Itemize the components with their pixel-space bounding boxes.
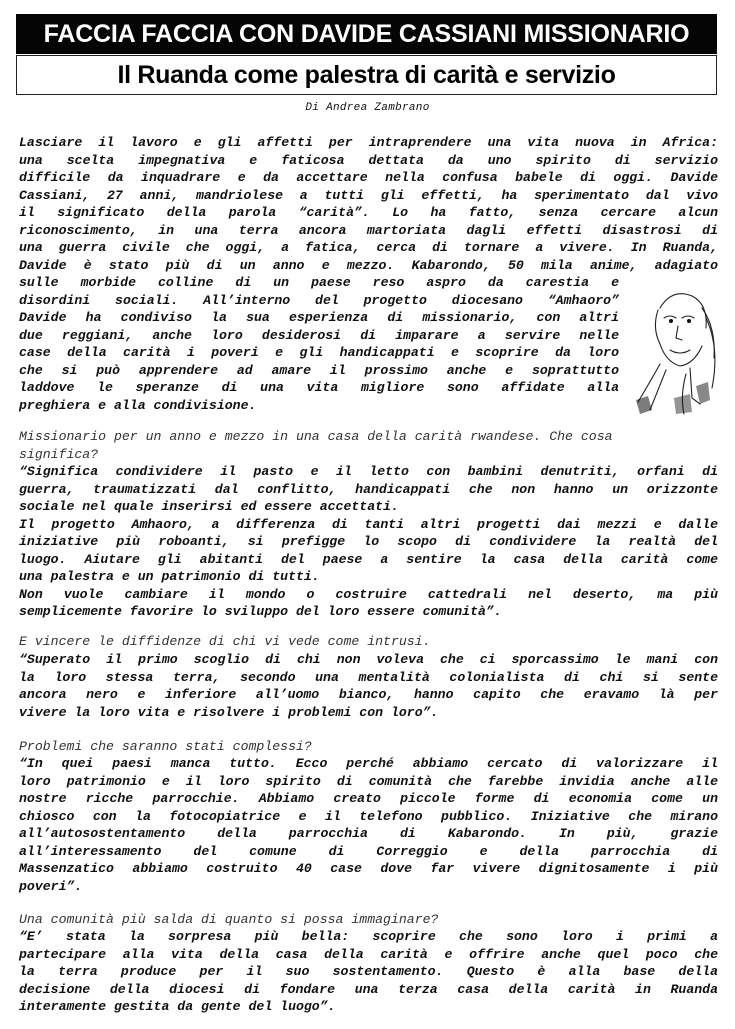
answer-1: [19, 463, 718, 621]
answer-line: Il progetto Amhaoro, a differenza di tanti altri progetti dai mezzi e dalle: [19, 516, 718, 532]
intro-line: laddove le speranze di una vita migliore sono affidate alla: [19, 380, 619, 395]
intro-line: Davide ha condiviso la sua esperienza di missionario, con altri: [19, 310, 619, 325]
answer-line: partecipare alla vita della casa della carità e offrire anche quel poco che: [19, 946, 718, 962]
answer-line: Massenzatico abbiamo costruito 40 case dove far vivere dignitosamente i più: [19, 861, 718, 876]
intro-line: il significato della parola “carità”. Lo ha fatto, senza cercare alcun: [19, 205, 718, 220]
answer-line: guerra, traumatizzati dal conflitto, handicappati che non hanno un orizzonte: [19, 481, 718, 497]
answer-line: decisione della diocesi di fondare una terza casa della carità in Ruanda: [19, 981, 718, 997]
question-line: Missionario per un anno e mezzo in una casa della carità rwandese. Che cosa: [19, 429, 613, 444]
intro-line: Lasciare il lavoro e gli affetti per intraprendere una vita nuova in Africa:: [19, 135, 718, 150]
byline: Di Andrea Zambrano: [305, 102, 430, 114]
intro-line: case della carità i poveri e gli handicappati e scoprire da loro: [19, 345, 619, 360]
intro-line: preghiera e alla condivisione.: [19, 397, 257, 413]
question-1: [19, 428, 718, 463]
intro-line: una scelta impegnativa e faticosa dettata da uno spirito di servizio: [19, 152, 718, 168]
question-line: Una comunità più salda di quanto si possa immaginare?: [19, 912, 439, 927]
intro-paragraph-wrap: [19, 274, 619, 414]
intro-line: disordini sociali. All’interno del progetto diocesano “Amhaoro”: [19, 292, 619, 308]
answer-line: Non vuole cambiare il mondo o costruire cattedrali nel deserto, ma più: [19, 586, 718, 602]
intro-line: una guerra civile che oggi, a fatica, cerca di tornare a vivere. In Ruanda,: [19, 240, 718, 255]
answer-line: luogo. Aiutare gli abitanti del paese a sentire la casa della carità come: [19, 551, 718, 567]
answer-line: semplicemente favorire lo sviluppo del loro essere comunità”.: [19, 604, 502, 619]
question-3: [19, 738, 718, 756]
answer-line: all’interessamento del comune di Correggio e della parrocchia di: [19, 843, 718, 859]
question-2: [19, 633, 718, 651]
answer-line: iniziative più roboanti, si prefigge lo scopo di condividere la realtà del: [19, 534, 718, 549]
header-title: FACCIA FACCIA CON DAVIDE CASSIANI MISSIONARIO: [16, 14, 717, 54]
answer-line: sociale nel quale inserirsi ed essere accettati.: [19, 499, 399, 514]
intro-line: sulle morbide colline di un paese reso aspro da carestia e: [19, 275, 619, 290]
answer-line: “In quei paesi manca tutto. Ecco perché abbiamo cercato di valorizzare il: [19, 756, 718, 771]
question-4: [19, 911, 718, 929]
answer-line: “Superato il primo scoglio di chi non voleva che ci sporcassimo le mani con: [19, 652, 718, 667]
answer-line: vivere la loro vita e risolvere i problemi con loro”.: [19, 704, 439, 720]
intro-line: Cassiani, 27 anni, mandriolese a tutti gli effetti, ha sperimentato dal vivo: [19, 187, 718, 203]
answer-line: poveri”.: [19, 878, 83, 894]
intro-line: riconoscimento, in una terra ancora martoriata dagli effetti disastrosi di: [19, 222, 718, 238]
header-subtitle: Il Ruanda come palestra di carità e servizio: [16, 55, 717, 95]
intro-line: difficile da inquadrare e da accettare nella confusa babele di oggi. Davide: [19, 170, 718, 185]
answer-line: la terra produce per il suo sostentamento. Questo è alla base della: [19, 964, 718, 979]
portrait-sketch: [630, 278, 720, 418]
intro-line: due reggiani, anche loro desiderosi di imparare a servire nelle: [19, 327, 619, 343]
answer-line: all’autosostentamento della parrocchia di Kabarondo. In più, grazie: [19, 826, 718, 841]
answer-3: [19, 755, 718, 895]
intro-line: Davide è stato più di un anno e mezzo. Kabarondo, 50 mila anime, adagiato: [19, 257, 718, 273]
answer-line: chiosco con la fotocopiatrice e il telefono pubblico. Iniziative che mirano: [19, 808, 718, 824]
question-line: significa?: [19, 446, 99, 462]
answer-line: “Significa condividere il pasto e il letto con bambini denutriti, orfani di: [19, 464, 718, 479]
question-line: E vincere le diffidenze di chi vi vede come intrusi.: [19, 634, 431, 649]
answer-2: [19, 651, 718, 721]
answer-line: “E’ stata la sorpresa più bella: scoprire che sono loro i primi a: [19, 929, 718, 944]
intro-line: che si può apprendere ad amare il prossimo anche e soprattutto: [19, 362, 619, 378]
answer-line: la loro stessa terra, secondo una mentalità colonialista di chi si sente: [19, 669, 718, 685]
answer-line: interamente gestita da gente del luogo”.: [19, 999, 336, 1014]
question-line: Problemi che saranno stati complessi?: [19, 739, 312, 754]
answer-line: ancora nero e inferiore all’uomo bianco, hanno capito che eravamo là per: [19, 687, 718, 702]
answer-line: loro patrimonio e il loro spirito di comunità che farebbe invidia anche alle: [19, 773, 718, 789]
answer-line: una palestra e un patrimonio di tutti.: [19, 569, 320, 584]
intro-paragraph: [19, 134, 718, 274]
answer-line: nostre ricche parrocchie. Abbiamo creato piccole forme di economia come un: [19, 791, 718, 806]
answer-4: [19, 928, 718, 1016]
